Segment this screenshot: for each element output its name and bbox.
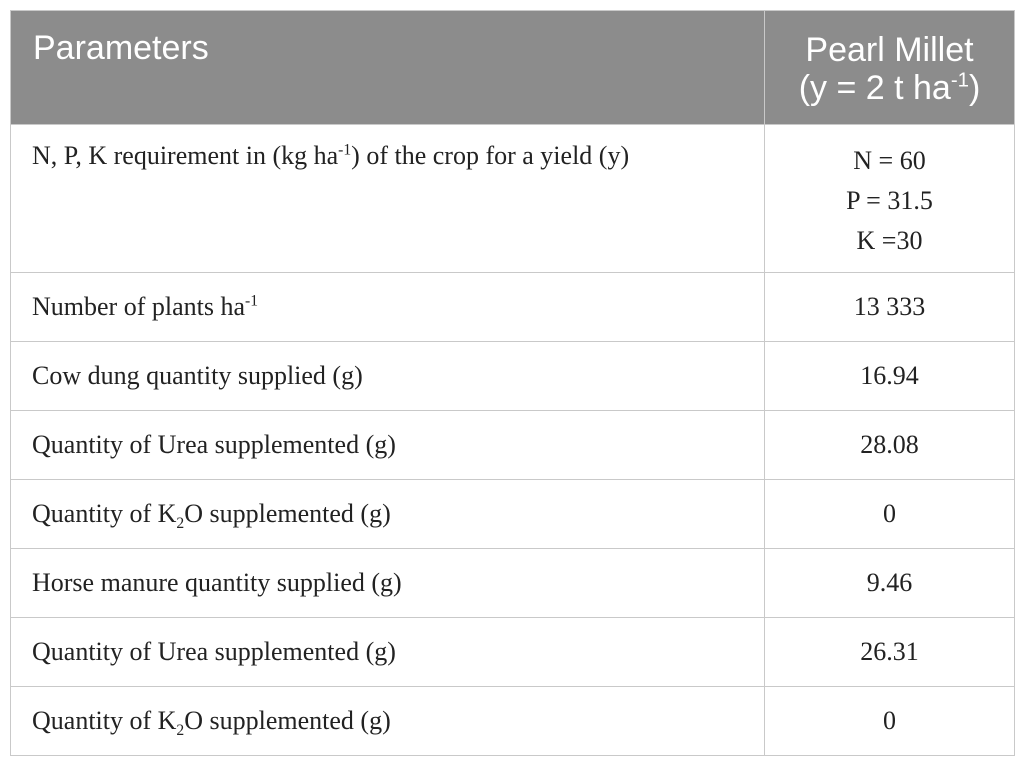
table-row bbox=[11, 125, 1015, 273]
value-k: K =30 bbox=[856, 226, 923, 255]
table-row bbox=[11, 411, 1015, 480]
table-row bbox=[11, 273, 1015, 342]
table-header bbox=[11, 11, 1015, 125]
row-label-urea-cow-dung: Quantity of Urea supplemented (g) bbox=[11, 411, 765, 480]
header-pearl-millet bbox=[765, 11, 1015, 125]
row-label-horse-manure: Horse manure quantity supplied (g) bbox=[11, 549, 765, 618]
row-label-number-of-plants: Number of plants $ha^{-1}$ bbox=[11, 273, 765, 342]
row-label-npk-requirement: N, P, K requirement in (kg $ha^{-1}$) of the crop for a yield (y) bbox=[11, 125, 765, 273]
header-yield: (y = 2 t $ha^{-1}$) bbox=[798, 68, 981, 107]
row-label-urea-horse-manure: Quantity of Urea supplemented (g) bbox=[11, 618, 765, 687]
row-value-urea-cow-dung: 28.08 bbox=[765, 411, 1015, 480]
table-row bbox=[11, 549, 1015, 618]
row-value-urea-horse-manure: 26.31 bbox=[765, 618, 1015, 687]
table-row bbox=[11, 618, 1015, 687]
row-label-k2o-cow-dung: Quantity of $K_2O$ supplemented (g) bbox=[11, 480, 765, 549]
row-value-k2o-cow-dung: 0 bbox=[765, 480, 1015, 549]
table-row bbox=[11, 342, 1015, 411]
row-value-cow-dung: 16.94 bbox=[765, 342, 1015, 411]
table-row bbox=[11, 687, 1015, 756]
row-value-number-of-plants: 13 333 bbox=[765, 273, 1015, 342]
row-value-horse-manure: 9.46 bbox=[765, 549, 1015, 618]
table-row bbox=[11, 480, 1015, 549]
header-crop-name: Pearl Millet bbox=[805, 30, 974, 69]
row-label-cow-dung: Cow dung quantity supplied (g) bbox=[11, 342, 765, 411]
table-body bbox=[11, 125, 1015, 756]
nutrient-table bbox=[10, 10, 1015, 756]
row-value-k2o-horse-manure: 0 bbox=[765, 687, 1015, 756]
header-row bbox=[11, 11, 1015, 125]
row-value-npk-requirement bbox=[765, 125, 1015, 273]
value-n: N = 60 bbox=[853, 146, 926, 175]
row-label-k2o-horse-manure: Quantity of $K_2O$ supplemented (g) bbox=[11, 687, 765, 756]
value-p: P = 31.5 bbox=[846, 186, 933, 215]
header-parameters: Parameters bbox=[11, 11, 765, 125]
